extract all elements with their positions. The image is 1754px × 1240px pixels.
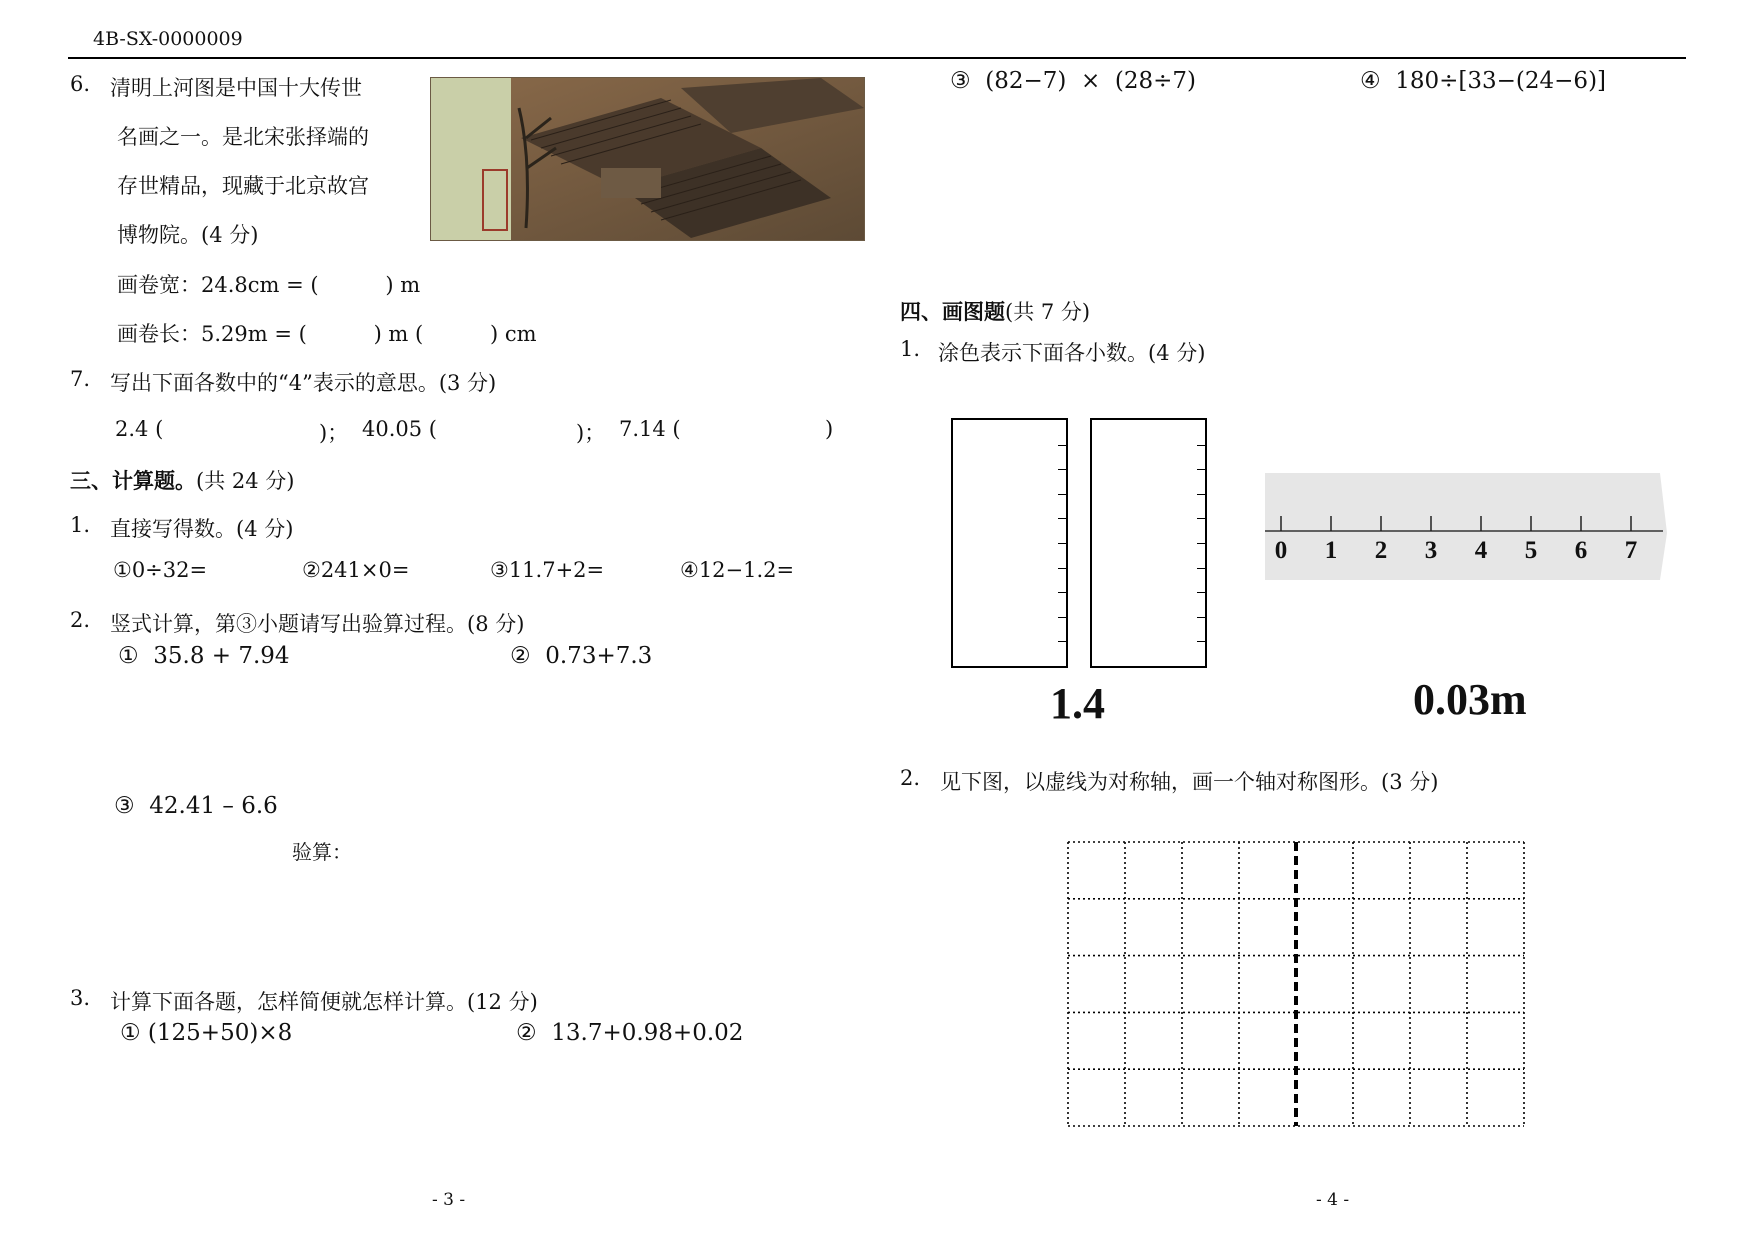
calc-q1-item-3: ③11.7+2=	[490, 558, 605, 582]
section-4-title: 四、画图题	[900, 299, 1005, 324]
section-3-score: (共 24 分)	[196, 469, 295, 493]
rectangle-tick	[1197, 469, 1205, 470]
calc-q1-item-1: ①0÷32=	[113, 558, 208, 582]
header-rule	[68, 57, 1686, 59]
draw-q2-number: 2.	[900, 766, 921, 790]
ruler-number: 0	[1274, 537, 1288, 564]
rectangle-tick	[1197, 568, 1205, 569]
rectangle-tick	[1197, 592, 1205, 593]
calc-q3-item-2: ② 13.7+0.98+0.02	[516, 1020, 744, 1046]
q7-item-c-close: )	[825, 417, 834, 441]
section-4-score: (共 7 分)	[1005, 300, 1091, 324]
q6-line-1: 清明上河图是中国十大传世	[110, 76, 362, 100]
calc-q1-text: 直接写得数。(4 分)	[110, 517, 294, 541]
rectangle-tick	[1058, 592, 1066, 593]
ruler-svg	[1265, 473, 1676, 580]
ruler-number: 7	[1624, 537, 1638, 564]
rectangle-tick	[1058, 617, 1066, 618]
grid-svg	[1067, 841, 1525, 1127]
page-number-3: - 3 -	[432, 1190, 466, 1210]
q7-item-b-close: )；	[576, 421, 606, 445]
calc-q3-item-3: ③ (82−7) × (28÷7)	[950, 68, 1196, 94]
rectangle-tick	[1058, 445, 1066, 446]
rectangle-tick	[1058, 641, 1066, 642]
calc-q2-item-1: ① 35.8 + 7.94	[118, 643, 290, 669]
rectangle-tick	[1058, 568, 1066, 569]
ruler	[1265, 473, 1676, 580]
symmetry-grid[interactable]	[1067, 841, 1525, 1127]
doc-code: 4B-SX-0000009	[93, 28, 243, 50]
q6-line-4: 博物院。(4 分)	[117, 223, 259, 247]
section-3-title: 三、计算题。	[70, 468, 196, 493]
rectangle-tick	[1197, 494, 1205, 495]
calc-q3-item-1: ① (125+50)×8	[120, 1020, 293, 1046]
label-0-03m: 0.03m	[1413, 675, 1527, 724]
q7-item-a: 2.4 (	[115, 417, 164, 441]
draw-q1-text: 涂色表示下面各小数。(4 分)	[938, 341, 1206, 365]
calc-q3-text: 计算下面各题，怎样简便就怎样计算。(12 分)	[110, 990, 538, 1014]
draw-q1-number: 1.	[900, 337, 921, 361]
ruler-number: 1	[1324, 537, 1338, 564]
calc-q1-item-4: ④12−1.2=	[680, 558, 795, 582]
calc-q2-check-label: 验算：	[292, 840, 352, 864]
rectangle-tick	[1197, 543, 1205, 544]
rectangle-tick	[1058, 494, 1066, 495]
q7-number: 7.	[70, 367, 91, 391]
q6-line-2: 名画之一。是北宋张择端的	[117, 125, 369, 149]
calc-q3-number: 3.	[70, 986, 91, 1010]
decimal-rectangle-2[interactable]	[1090, 418, 1207, 668]
section-3-heading	[70, 465, 294, 495]
page-number-4: - 4 -	[1316, 1190, 1350, 1210]
q7-item-b: 40.05 (	[362, 417, 437, 441]
calc-q2-number: 2.	[70, 608, 91, 632]
label-1-4: 1.4	[1050, 679, 1105, 728]
rectangle-tick	[1197, 445, 1205, 446]
calc-q2-item-3: ③ 42.41 – 6.6	[114, 793, 278, 819]
decimal-rectangle-1[interactable]	[951, 418, 1068, 668]
q6-line-3: 存世精品，现藏于北京故宫	[117, 174, 369, 198]
calc-q2-item-2: ② 0.73+7.3	[510, 643, 653, 669]
rectangle-tick	[1197, 641, 1205, 642]
rectangle-tick	[1058, 469, 1066, 470]
qingming-painting-image	[430, 77, 865, 241]
calc-q1-item-2: ②241×0=	[302, 558, 410, 582]
calc-q2-text: 竖式计算，第③小题请写出验算过程。(8 分)	[110, 612, 525, 636]
rectangle-tick	[1197, 518, 1205, 519]
calc-q3-item-4: ④ 180÷[33−(24−6)]	[1360, 68, 1607, 94]
ruler-number: 2	[1374, 537, 1388, 564]
q7-item-a-close: )；	[319, 421, 349, 445]
rectangle-tick	[1197, 617, 1205, 618]
q6-number: 6.	[70, 72, 91, 96]
ruler-number: 6	[1574, 537, 1588, 564]
section-4-heading	[900, 296, 1090, 326]
rectangle-tick	[1058, 518, 1066, 519]
q6-width-line: 画卷宽：24.8cm = ( ) m	[117, 273, 421, 297]
q7-text: 写出下面各数中的“4”表示的意思。(3 分)	[110, 371, 497, 395]
q6-length-line: 画卷长：5.29m = ( ) m ( ) cm	[117, 322, 537, 346]
draw-q2-text: 见下图，以虚线为对称轴，画一个轴对称图形。(3 分)	[940, 770, 1439, 794]
q7-item-c: 7.14 (	[619, 417, 681, 441]
rectangle-tick	[1058, 543, 1066, 544]
ruler-number: 5	[1524, 537, 1538, 564]
calc-q1-number: 1.	[70, 513, 91, 537]
ruler-number: 3	[1424, 537, 1438, 564]
ruler-number: 4	[1474, 537, 1488, 564]
